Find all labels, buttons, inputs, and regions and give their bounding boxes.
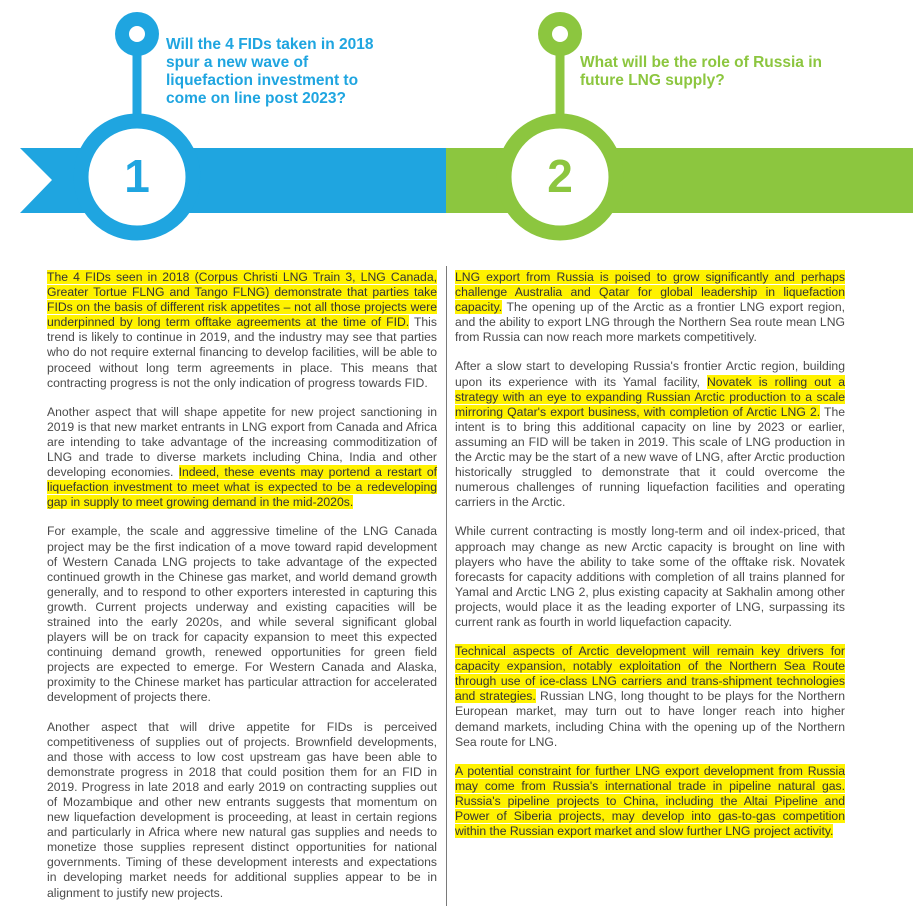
banner-graphic [0, 0, 913, 270]
blue-pin-dot [129, 26, 145, 42]
highlight: Indeed, these events may portend a restart of liquefaction investment to meet what is expected to be a redeveloping gap in supply to meet growing demand in the mid-2020s. [47, 465, 437, 510]
right-paragraph-3: While current contracting is mostly long-term and oil index-priced, that approach may change as new Arctic capacity is brought on line with players who have the ability to take some of the offtake risk. Novatek forecasts for capacity additions with completion of all trains planned for Yamal and Arctic LNG 2, plus existing capacity at Sakhalin among other projects, would place it as the leading exporter of LNG, surpassing its current rank as fourth in world liquefaction capacity. [455, 524, 845, 629]
column-divider [446, 266, 447, 906]
question-2-heading: What will be the role of Russia in future LNG supply? [580, 54, 822, 89]
text: Another aspect that will shape appetite for new project sanctioning in 2019 is that new market entrants in LNG export from Canada and Africa are intending to take advantage of the increasing commoditization of LNG and trade to diverse markets including China, India and other developing economies. [47, 404, 437, 480]
right-paragraph-4 [455, 644, 845, 750]
highlight: LNG export from Russia is poised to grow significantly and perhaps challenge Australia and Qatar for global leadership in liquefaction capacity. [455, 270, 845, 315]
highlight: Technical aspects of Arctic development will remain key drivers for capacity expansion, notably exploitation of the Northern Sea Route through use of ice-class LNG carriers and trans-shipment technologies and strategies. [455, 644, 845, 704]
highlight: Novatek is rolling out a strategy with an eye to expanding Russian Arctic production to a scale mirroring Qatar's export business, with completion of Arctic LNG 2. [455, 374, 846, 419]
text: The intent is to bring this additional capacity on line by 2023 or earlier, assuming an FID will be taken in 2019. This scale of LNG production in the Arctic may be the start of a new wave of LNG, after Arctic production historically struggled to demonstrate that it could overcome the numerous challenges of running liquefaction facilities and operating carriers in the Arctic. [455, 404, 845, 510]
question-1-heading: Will the 4 FIDs taken in 2018 spur a new wave of liquefaction investment to come on line post 2023? [166, 36, 374, 107]
right-paragraph-2 [455, 359, 845, 510]
text: The opening up of the Arctic as a frontier LNG export region, and the ability to export LNG through the Northern Sea route mean LNG from Russia can now reach more markets competitively. [455, 300, 845, 345]
green-pin-dot [552, 26, 568, 42]
right-paragraph-1 [455, 270, 845, 345]
highlight: A potential constraint for further LNG export development from Russia may come from Russia's international trade in pipeline natural gas. Russia's pipeline projects to China, including the Altai Pipeline and Power of Siberia projects, may develop into gas-to-gas competition within the Russian export market and slow further LNG project activity. [455, 763, 845, 839]
highlight: The 4 FIDs seen in 2018 (Corpus Christi LNG Train 3, LNG Canada, Greater Tortue FLNG and Tango FLNG) demonstrate that parties take FIDs on the basis of different risk appetites – not all those projects were underpinned by long term offtake agreements at the time of FID. [47, 270, 437, 330]
right-column [455, 270, 845, 853]
text: After a slow start to developing Russia's frontier Arctic region, building upon its experience with its Yamal facility, [455, 359, 845, 389]
left-paragraph-2 [47, 405, 437, 511]
question-number-2: 2 [547, 150, 573, 202]
left-paragraph-3: For example, the scale and aggressive timeline of the LNG Canada project may be the first indication of a move toward rapid development of Western Canada LNG projects to take advantage of the expected continued growth in the Chinese gas market, and world demand growth generally, and to respond to other exporters interested in capturing this growth. Current projects underway and existing capacities will be strained into the early 2020s, and while several significant global players will be on track for capacity expansion to meet this expected continuing demand growth, renewed opportunities for green field projects are expected to emerge. For Western Canada and Alaska, proximity to the Chinese market has particular attraction for accelerated development of projects there. [47, 524, 437, 705]
left-paragraph-1 [47, 270, 437, 391]
text: Russian LNG, long thought to be plays for the Northern European market, may turn out to have longer reach into higher demand markets, including China with the opening up of the Northern Sea route for LNG. [455, 689, 846, 749]
header-banner [0, 0, 913, 270]
text: This trend is likely to continue in 2019, and the industry may see that parties who do not require external financing to develop facilities, will be able to proceed without long term agreements in place. This means that contracting progress is not the only indication of progress towards FID. [47, 315, 437, 390]
question-number-1: 1 [124, 150, 150, 202]
left-paragraph-4: Another aspect that will drive appetite for FIDs is perceived competitiveness of supplies out of projects. Brownfield developments, and those with access to low cost upstream gas have been able to demonstrate progress in 2018 that could position them for an FID in 2019. Progress in late 2018 and early 2019 on contracting supplies out of Mozambique and other new entrants suggests that momentum on new liquefaction development is proceeding, at least in certain regions and particularly in Africa where new natural gas supplies and needs to monetize those supplies represent distinct opportunities for national governments. Timing of these development interests and expectations in developing market needs for additional supplies appear to be in alignment to justify new projects. [47, 719, 437, 900]
left-column [47, 270, 437, 915]
right-paragraph-5 [455, 764, 845, 839]
